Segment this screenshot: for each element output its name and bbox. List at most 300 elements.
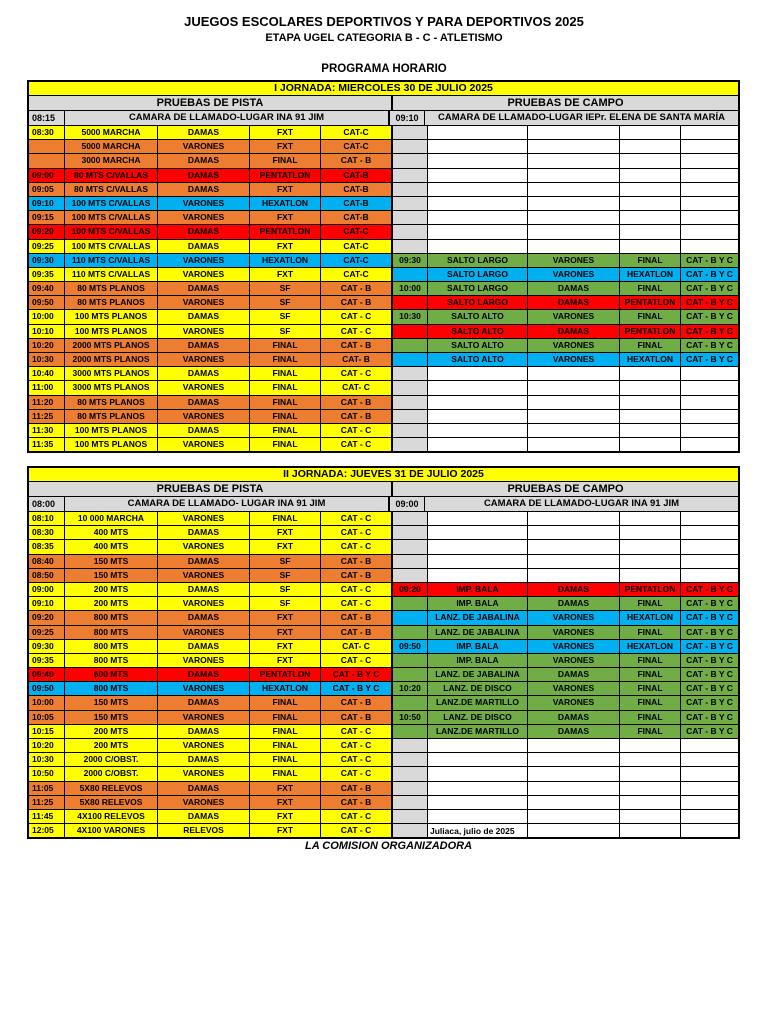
program-title: PROGRAMA HORARIO [321, 63, 447, 75]
field-time [393, 396, 428, 409]
field-time [393, 211, 428, 224]
table-row [27, 240, 740, 254]
pista-call-room: CAMARA DE LLAMADO-LUGAR INA 91 JIM [65, 111, 390, 125]
field-phase [620, 154, 681, 167]
field-event: LANZ. DE DISCO [428, 682, 528, 695]
field-event [428, 169, 528, 182]
track-category: CAT-C [321, 254, 393, 267]
track-event: 3000 MTS PLANOS [65, 367, 158, 380]
track-event: 200 MTS [65, 725, 158, 738]
track-category: CAT - C [321, 767, 393, 780]
track-gender: VARONES [158, 682, 250, 695]
track-event: 150 MTS [65, 555, 158, 568]
field-category [681, 140, 738, 153]
field-gender: DAMAS [528, 282, 620, 295]
field-phase: HEXATLON [620, 640, 681, 653]
field-phase: FINAL [620, 339, 681, 352]
table-row [27, 353, 740, 367]
track-event: 100 MTS C/VALLAS [65, 197, 158, 210]
field-time [393, 154, 428, 167]
track-event: 800 MTS [65, 654, 158, 667]
track-phase: FINAL [250, 725, 321, 738]
field-event: IMP. BALA [428, 640, 528, 653]
jornada-1-header: I JORNADA: MIERCOLES 30 DE JULIO 2025 [27, 80, 740, 96]
field-phase [620, 126, 681, 139]
track-gender: VARONES [158, 739, 250, 752]
field-category: CAT - B Y C [681, 353, 738, 366]
track-time: 09:05 [29, 183, 65, 196]
field-phase: FINAL [620, 626, 681, 639]
table-row [27, 753, 740, 767]
track-event: 80 MTS C/VALLAS [65, 169, 158, 182]
track-gender: VARONES [158, 626, 250, 639]
track-time: 09:35 [29, 268, 65, 281]
track-phase: SF [250, 597, 321, 610]
field-category: CAT - B Y C [681, 668, 738, 681]
field-event [428, 782, 528, 795]
call-room-row [27, 111, 740, 126]
field-category: CAT - B Y C [681, 725, 738, 738]
field-gender [528, 739, 620, 752]
field-time [393, 268, 428, 281]
field-time [393, 767, 428, 780]
field-category: CAT - B Y C [681, 583, 738, 596]
field-time [393, 526, 428, 539]
track-gender: DAMAS [158, 126, 250, 139]
field-category: CAT - B Y C [681, 254, 738, 267]
table-row [27, 540, 740, 554]
track-category: CAT - C [321, 310, 393, 323]
track-phase: FINAL [250, 381, 321, 394]
track-gender: VARONES [158, 438, 250, 451]
field-category [681, 824, 738, 837]
track-category: CAT - C [321, 753, 393, 766]
field-gender [528, 183, 620, 196]
field-category [681, 438, 738, 451]
track-time: 09:30 [29, 640, 65, 653]
track-time: 09:00 [29, 169, 65, 182]
field-event: SALTO ALTO [428, 339, 528, 352]
track-gender: DAMAS [158, 611, 250, 624]
field-phase [620, 512, 681, 525]
track-time: 09:35 [29, 654, 65, 667]
table-row [27, 310, 740, 324]
track-event: 2000 MTS PLANOS [65, 339, 158, 352]
field-gender [528, 796, 620, 809]
field-category: CAT - B Y C [681, 296, 738, 309]
track-event: 5X80 RELEVOS [65, 782, 158, 795]
track-gender: DAMAS [158, 367, 250, 380]
field-gender: VARONES [528, 339, 620, 352]
track-gender: VARONES [158, 197, 250, 210]
day-2-schedule [27, 466, 740, 839]
track-category: CAT - C [321, 526, 393, 539]
track-event: 200 MTS [65, 583, 158, 596]
field-event: IMP. BALA [428, 583, 528, 596]
field-category [681, 753, 738, 766]
field-category [681, 767, 738, 780]
field-category [681, 526, 738, 539]
field-category: CAT - B Y C [681, 597, 738, 610]
footer-date: Juliaca, julio de 2025 [430, 826, 515, 836]
field-time [393, 696, 428, 709]
field-time [393, 183, 428, 196]
field-category [681, 810, 738, 823]
field-time [393, 512, 428, 525]
track-category: CAT - B [321, 626, 393, 639]
track-phase: SF [250, 583, 321, 596]
field-event: SALTO ALTO [428, 325, 528, 338]
track-gender: VARONES [158, 140, 250, 153]
table-row [27, 767, 740, 781]
track-category: CAT - B [321, 396, 393, 409]
track-phase: SF [250, 555, 321, 568]
track-category: CAT - C [321, 725, 393, 738]
track-event: 110 MTS C/VALLAS [65, 268, 158, 281]
track-category: CAT - C [321, 367, 393, 380]
track-phase: SF [250, 325, 321, 338]
track-category: CAT - B [321, 282, 393, 295]
track-phase: HEXATLON [250, 682, 321, 695]
field-phase [620, 140, 681, 153]
field-gender [528, 381, 620, 394]
field-phase [620, 555, 681, 568]
track-gender: DAMAS [158, 640, 250, 653]
track-category: CAT - B Y C [321, 668, 393, 681]
field-category [681, 396, 738, 409]
field-gender [528, 810, 620, 823]
track-time: 12:05 [29, 824, 65, 837]
track-time: 10:40 [29, 367, 65, 380]
section-headers [27, 96, 740, 111]
field-category [681, 197, 738, 210]
field-phase: PENTATLON [620, 296, 681, 309]
track-event: 10 000 MARCHA [65, 512, 158, 525]
track-phase: FINAL [250, 367, 321, 380]
field-event: SALTO ALTO [428, 353, 528, 366]
field-gender: VARONES [528, 626, 620, 639]
field-gender [528, 154, 620, 167]
field-time [393, 410, 428, 423]
table-row [27, 640, 740, 654]
track-phase: FXT [250, 626, 321, 639]
track-gender: VARONES [158, 540, 250, 553]
field-category: CAT - B Y C [681, 640, 738, 653]
field-gender [528, 197, 620, 210]
track-time [29, 154, 65, 167]
table-row [27, 169, 740, 183]
field-category [681, 782, 738, 795]
track-phase: FXT [250, 268, 321, 281]
field-category: CAT - B Y C [681, 711, 738, 724]
field-category [681, 211, 738, 224]
track-phase: FXT [250, 640, 321, 653]
track-gender: RELEVOS [158, 824, 250, 837]
field-event [428, 154, 528, 167]
field-gender [528, 753, 620, 766]
track-event: 5X80 RELEVOS [65, 796, 158, 809]
track-category: CAT - B [321, 711, 393, 724]
track-event: 100 MTS C/VALLAS [65, 211, 158, 224]
track-gender: VARONES [158, 353, 250, 366]
field-gender: VARONES [528, 353, 620, 366]
track-gender: VARONES [158, 211, 250, 224]
field-category [681, 183, 738, 196]
field-gender: DAMAS [528, 325, 620, 338]
track-time: 09:40 [29, 282, 65, 295]
table-row [27, 782, 740, 796]
track-category: CAT - B [321, 555, 393, 568]
track-time: 11:35 [29, 438, 65, 451]
track-time: 09:40 [29, 668, 65, 681]
track-phase: FINAL [250, 767, 321, 780]
track-gender: VARONES [158, 268, 250, 281]
field-gender: DAMAS [528, 583, 620, 596]
track-category: CAT - C [321, 325, 393, 338]
track-category: CAT-B [321, 169, 393, 182]
track-phase: FINAL [250, 512, 321, 525]
track-time: 11:00 [29, 381, 65, 394]
field-event [428, 410, 528, 423]
field-phase [620, 183, 681, 196]
field-phase [620, 396, 681, 409]
table-row [27, 696, 740, 710]
field-phase: FINAL [620, 682, 681, 695]
track-phase: FXT [250, 654, 321, 667]
track-gender: DAMAS [158, 753, 250, 766]
field-time [393, 353, 428, 366]
track-phase: PENTATLON [250, 169, 321, 182]
field-phase [620, 169, 681, 182]
field-time: 10:50 [393, 711, 428, 724]
track-phase: FXT [250, 824, 321, 837]
call-room-row [27, 497, 740, 512]
field-time [393, 611, 428, 624]
field-gender [528, 240, 620, 253]
track-category: CAT - C [321, 824, 393, 837]
track-event: 110 MTS C/VALLAS [65, 254, 158, 267]
field-event [428, 197, 528, 210]
field-gender [528, 438, 620, 451]
track-gender: VARONES [158, 654, 250, 667]
pista-call-time: 08:15 [29, 111, 65, 125]
track-gender: VARONES [158, 254, 250, 267]
table-row [27, 424, 740, 438]
field-event [428, 424, 528, 437]
field-event: LANZ. DE JABALINA [428, 668, 528, 681]
table-row [27, 739, 740, 753]
track-time: 11:25 [29, 410, 65, 423]
track-event: 80 MTS PLANOS [65, 282, 158, 295]
track-event: 800 MTS [65, 682, 158, 695]
campo-call-time: 09:10 [390, 111, 425, 125]
track-time: 09:50 [29, 296, 65, 309]
track-category: CAT - B [321, 296, 393, 309]
track-phase: FXT [250, 796, 321, 809]
table-row [27, 824, 740, 839]
field-category [681, 410, 738, 423]
field-event: SALTO LARGO [428, 268, 528, 281]
field-gender [528, 782, 620, 795]
field-gender [528, 169, 620, 182]
field-event: LANZ. DE DISCO [428, 711, 528, 724]
table-row [27, 296, 740, 310]
field-gender [528, 512, 620, 525]
track-category: CAT-B [321, 183, 393, 196]
track-phase: FINAL [250, 753, 321, 766]
field-gender: VARONES [528, 268, 620, 281]
field-time [393, 739, 428, 752]
track-phase: FINAL [250, 739, 321, 752]
track-time: 10:15 [29, 725, 65, 738]
pista-header: PRUEBAS DE PISTA [29, 96, 393, 110]
field-time [393, 240, 428, 253]
track-gender: VARONES [158, 296, 250, 309]
table-row [27, 668, 740, 682]
jornada-2-header: II JORNADA: JUEVES 31 DE JULIO 2025 [27, 466, 740, 482]
track-event: 3000 MTS PLANOS [65, 381, 158, 394]
field-category [681, 381, 738, 394]
track-category: CAT - C [321, 597, 393, 610]
table-row [27, 725, 740, 739]
track-gender: VARONES [158, 796, 250, 809]
track-gender: DAMAS [158, 725, 250, 738]
field-event [428, 381, 528, 394]
field-time: 09:30 [393, 254, 428, 267]
field-gender [528, 367, 620, 380]
day-1-schedule [27, 80, 740, 453]
track-category: CAT- C [321, 640, 393, 653]
track-category: CAT - C [321, 438, 393, 451]
field-event [428, 140, 528, 153]
track-event: 3000 MARCHA [65, 154, 158, 167]
document-title: JUEGOS ESCOLARES DEPORTIVOS Y PARA DEPORTIVOS 2025 [184, 14, 584, 29]
track-gender: DAMAS [158, 583, 250, 596]
track-phase: HEXATLON [250, 254, 321, 267]
field-event: LANZ. DE JABALINA [428, 626, 528, 639]
track-event: 100 MTS PLANOS [65, 325, 158, 338]
campo-call-room: CAMARA DE LLAMADO-LUGAR IEPr. ELENA DE SANTA MARÍA [425, 111, 738, 125]
field-time [393, 824, 428, 837]
field-event [428, 240, 528, 253]
field-event [428, 512, 528, 525]
track-category: CAT - C [321, 739, 393, 752]
track-category: CAT - B [321, 410, 393, 423]
track-gender: DAMAS [158, 668, 250, 681]
campo-call-time: 09:00 [390, 497, 425, 511]
track-phase: FINAL [250, 339, 321, 352]
field-event: SALTO LARGO [428, 296, 528, 309]
field-event [428, 810, 528, 823]
field-gender: DAMAS [528, 296, 620, 309]
field-phase: FINAL [620, 696, 681, 709]
field-time: 09:20 [393, 583, 428, 596]
field-time [393, 668, 428, 681]
field-phase: FINAL [620, 668, 681, 681]
field-time [393, 367, 428, 380]
track-category: CAT-C [321, 268, 393, 281]
track-event: 150 MTS [65, 711, 158, 724]
track-category: CAT - B [321, 154, 393, 167]
track-gender: VARONES [158, 512, 250, 525]
track-phase: SF [250, 310, 321, 323]
field-category: CAT - B Y C [681, 282, 738, 295]
track-time: 10:20 [29, 339, 65, 352]
track-phase: SF [250, 296, 321, 309]
field-time [393, 782, 428, 795]
field-category [681, 154, 738, 167]
track-category: CAT-C [321, 126, 393, 139]
track-time: 10:30 [29, 753, 65, 766]
field-gender: VARONES [528, 310, 620, 323]
table-row [27, 611, 740, 625]
table-row [27, 197, 740, 211]
track-time: 09:15 [29, 211, 65, 224]
field-time [393, 126, 428, 139]
field-category [681, 512, 738, 525]
field-time [393, 597, 428, 610]
track-category: CAT - C [321, 810, 393, 823]
track-time: 11:20 [29, 396, 65, 409]
track-phase: FXT [250, 526, 321, 539]
track-category: CAT - B [321, 696, 393, 709]
table-row [27, 282, 740, 296]
field-gender [528, 396, 620, 409]
track-gender: DAMAS [158, 240, 250, 253]
campo-header: PRUEBAS DE CAMPO [507, 97, 624, 109]
table-row [27, 597, 740, 611]
table-row [27, 410, 740, 424]
field-phase [620, 569, 681, 582]
schedule-rows [27, 497, 740, 839]
table-row [27, 654, 740, 668]
track-category: CAT - C [321, 583, 393, 596]
field-category: CAT - B Y C [681, 626, 738, 639]
track-category: CAT - C [321, 512, 393, 525]
field-event [428, 753, 528, 766]
field-gender: DAMAS [528, 725, 620, 738]
table-row [27, 381, 740, 395]
track-event: 200 MTS [65, 739, 158, 752]
track-gender: VARONES [158, 767, 250, 780]
field-gender [528, 126, 620, 139]
track-time: 08:10 [29, 512, 65, 525]
table-row [27, 183, 740, 197]
track-phase: FXT [250, 782, 321, 795]
track-gender: VARONES [158, 381, 250, 394]
field-gender [528, 211, 620, 224]
table-row [27, 711, 740, 725]
track-time: 08:50 [29, 569, 65, 582]
track-gender: DAMAS [158, 154, 250, 167]
field-gender [528, 424, 620, 437]
field-event [428, 739, 528, 752]
table-row [27, 211, 740, 225]
field-event [428, 183, 528, 196]
field-phase [620, 240, 681, 253]
track-event: 2000 MTS PLANOS [65, 353, 158, 366]
field-phase: PENTATLON [620, 583, 681, 596]
field-phase [620, 782, 681, 795]
field-phase [620, 410, 681, 423]
table-row [27, 555, 740, 569]
field-phase [620, 540, 681, 553]
track-event: 200 MTS [65, 597, 158, 610]
table-row [27, 268, 740, 282]
table-row [27, 512, 740, 526]
track-time: 09:10 [29, 597, 65, 610]
field-time [393, 569, 428, 582]
